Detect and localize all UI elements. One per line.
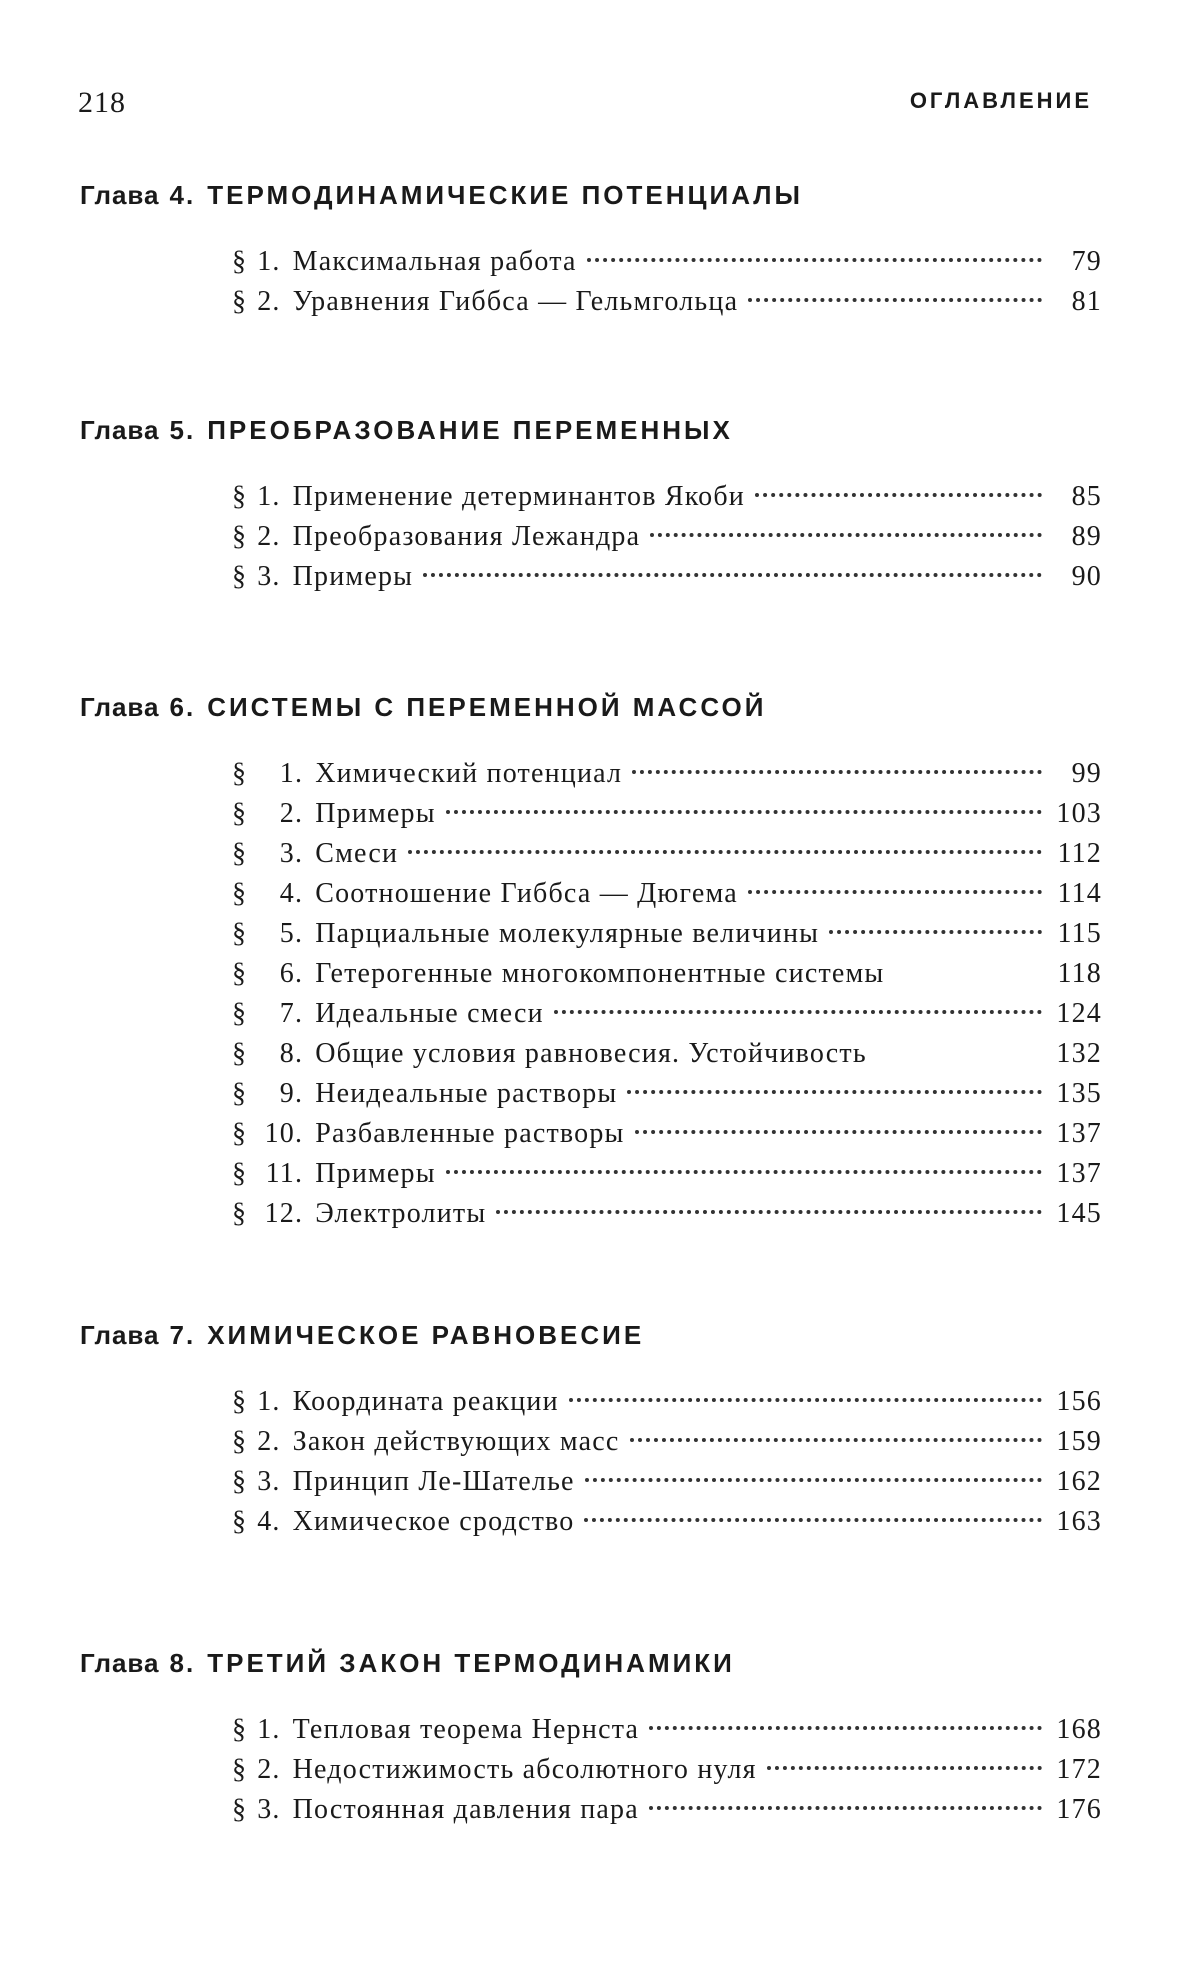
page-reference: 115: [1057, 918, 1102, 949]
dot-leader: [767, 1766, 1042, 1770]
section-list: [232, 1714, 1102, 1834]
section-title: Неидеальные растворы: [315, 1078, 618, 1109]
section-sign: §: [232, 1794, 248, 1825]
section-sign: §: [232, 1158, 248, 1189]
chapter-name: ПРЕОБРАЗОВАНИЕ ПЕРЕМЕННЫХ: [207, 415, 733, 445]
section-number: 1.: [279, 758, 304, 789]
section-title: Уравнения Гиббса — Гельмгольца: [292, 286, 739, 317]
dot-leader: [650, 533, 1042, 537]
section-sign: §: [232, 481, 248, 512]
section-title: Недостижимость абсолютного нуля: [292, 1754, 757, 1785]
page-reference: 176: [1056, 1794, 1102, 1825]
page-reference: 145: [1056, 1198, 1102, 1229]
section-title: Примеры: [292, 561, 414, 592]
section-list: [232, 246, 1102, 326]
toc-entry[interactable]: [232, 521, 1102, 561]
page-reference: 114: [1057, 878, 1102, 909]
section-title: Гетерогенные многокомпонентные системы: [315, 958, 885, 989]
toc-entry[interactable]: [232, 1158, 1102, 1198]
toc-entry[interactable]: [232, 481, 1102, 521]
chapter-word: Глава: [80, 180, 160, 210]
section-title: Максимальная работа: [292, 246, 577, 277]
section-title: Химический потенциал: [315, 758, 623, 789]
section-title: Разбавленные растворы: [315, 1118, 625, 1149]
page-reference: 168: [1056, 1714, 1102, 1745]
section-list: [232, 481, 1102, 601]
section-number: 10.: [264, 1118, 304, 1149]
section-number: 3.: [279, 838, 304, 869]
chapter-number: 6.: [169, 692, 196, 722]
toc-entry[interactable]: [232, 1118, 1102, 1158]
dot-leader: [755, 493, 1042, 497]
section-sign: §: [232, 918, 248, 949]
dot-leader: [829, 930, 1042, 934]
dot-leader: [569, 1398, 1042, 1402]
chapter-name: ХИМИЧЕСКОЕ РАВНОВЕСИЕ: [207, 1320, 645, 1350]
page-reference: 99: [1071, 758, 1102, 789]
section-sign: §: [232, 958, 248, 989]
section-number: 3.: [257, 561, 281, 592]
toc-entry[interactable]: [232, 878, 1102, 918]
dot-leader: [627, 1090, 1042, 1094]
chapter-number: 7.: [169, 1320, 196, 1350]
section-title: Парциальные молекулярные величины: [315, 918, 820, 949]
toc-entry[interactable]: [232, 1714, 1102, 1754]
section-title: Соотношение Гиббса — Дюгема: [315, 878, 738, 909]
chapter-word: Глава: [80, 1648, 160, 1678]
chapter-number: 4.: [169, 180, 196, 210]
chapter-word: Глава: [80, 415, 160, 445]
dot-leader: [423, 573, 1042, 577]
toc-entry[interactable]: [232, 958, 1102, 998]
page-reference: 137: [1056, 1158, 1102, 1189]
section-title: Примеры: [315, 1158, 436, 1189]
dot-leader: [446, 1170, 1042, 1174]
section-number: 2.: [257, 286, 281, 317]
dot-leader: [635, 1130, 1042, 1134]
section-number: 3.: [257, 1794, 281, 1825]
toc-entry[interactable]: [232, 838, 1102, 878]
section-number: 5.: [279, 918, 304, 949]
section-number: 4.: [257, 1506, 281, 1537]
page-reference: 135: [1056, 1078, 1102, 1109]
chapter-title: [80, 415, 733, 446]
page-reference: 163: [1056, 1506, 1102, 1537]
toc-entry[interactable]: [232, 561, 1102, 601]
section-sign: §: [232, 561, 248, 592]
dot-leader: [584, 1518, 1042, 1522]
dot-leader: [630, 1438, 1043, 1442]
toc-entry[interactable]: [232, 286, 1102, 326]
section-sign: §: [232, 246, 248, 277]
toc-entry[interactable]: [232, 1198, 1102, 1238]
section-number: 2.: [257, 1754, 281, 1785]
dot-leader: [496, 1210, 1042, 1214]
section-title: Преобразования Лежандра: [292, 521, 641, 552]
page-reference: 124: [1056, 998, 1102, 1029]
section-sign: §: [232, 998, 248, 1029]
page-reference: 90: [1071, 561, 1102, 592]
section-title: Примеры: [315, 798, 436, 829]
section-number: 6.: [279, 958, 304, 989]
section-sign: §: [232, 1038, 248, 1069]
section-number: 1.: [257, 246, 281, 277]
section-number: 11.: [265, 1158, 304, 1189]
section-number: 1.: [257, 1714, 281, 1745]
section-sign: §: [232, 1118, 248, 1149]
section-sign: §: [232, 798, 248, 829]
page-reference: 137: [1056, 1118, 1102, 1149]
section-sign: §: [232, 521, 248, 552]
dot-leader: [554, 1010, 1042, 1014]
toc-entry[interactable]: [232, 1506, 1102, 1546]
toc-entry[interactable]: [232, 1794, 1102, 1834]
dot-leader: [632, 770, 1042, 774]
section-list: [232, 1386, 1102, 1546]
section-sign: §: [232, 1078, 248, 1109]
chapter-title: [80, 180, 803, 211]
page-reference: 79: [1071, 246, 1102, 277]
page-reference: 85: [1071, 481, 1102, 512]
section-title: Общие условия равновесия. Устойчивость: [315, 1038, 867, 1069]
dot-leader: [649, 1806, 1042, 1810]
dot-leader: [446, 810, 1042, 814]
toc-entry[interactable]: [232, 1386, 1102, 1426]
section-sign: §: [232, 1198, 248, 1229]
section-sign: §: [232, 1466, 248, 1497]
section-title: Химическое сродство: [292, 1506, 575, 1537]
page-reference: 172: [1056, 1754, 1102, 1785]
toc-entry[interactable]: [232, 918, 1102, 958]
toc-entry[interactable]: [232, 798, 1102, 838]
chapter-word: Глава: [80, 692, 160, 722]
section-number: 7.: [279, 998, 304, 1029]
dot-leader: [585, 1478, 1042, 1482]
section-sign: §: [232, 838, 248, 869]
section-number: 4.: [279, 878, 304, 909]
section-title: Постоянная давления пара: [292, 1794, 639, 1825]
chapter-number: 8.: [169, 1648, 196, 1678]
section-number: 9.: [279, 1078, 304, 1109]
page-reference: 103: [1056, 798, 1102, 829]
section-sign: §: [232, 758, 248, 789]
page-reference: 162: [1056, 1466, 1102, 1497]
section-number: 3.: [257, 1466, 281, 1497]
page-reference: 132: [1056, 1038, 1102, 1069]
chapter-title: [80, 1648, 735, 1679]
section-sign: §: [232, 1426, 248, 1457]
toc-entry[interactable]: [232, 1078, 1102, 1118]
section-number: 2.: [257, 521, 281, 552]
page-reference: 89: [1071, 521, 1102, 552]
chapter-name: ТРЕТИЙ ЗАКОН ТЕРМОДИНАМИКИ: [207, 1648, 735, 1678]
section-number: 2.: [279, 798, 304, 829]
page-reference: 156: [1056, 1386, 1102, 1417]
toc-entry[interactable]: [232, 1038, 1102, 1078]
toc-entry[interactable]: [232, 1426, 1102, 1466]
page-reference: 81: [1071, 286, 1102, 317]
toc-entry[interactable]: [232, 1466, 1102, 1506]
section-title: Идеальные смеси: [315, 998, 544, 1029]
chapter-number: 5.: [169, 415, 196, 445]
section-sign: §: [232, 1386, 248, 1417]
section-title: Электролиты: [315, 1198, 487, 1229]
section-list: [232, 758, 1102, 1238]
toc-entry[interactable]: [232, 246, 1102, 286]
dot-leader: [748, 298, 1042, 302]
chapter-name: ТЕРМОДИНАМИЧЕСКИЕ ПОТЕНЦИАЛЫ: [207, 180, 803, 210]
section-number: 8.: [279, 1038, 304, 1069]
chapter-title: [80, 1320, 644, 1351]
section-number: 1.: [257, 481, 281, 512]
toc-entry[interactable]: [232, 1754, 1102, 1794]
section-number: 1.: [257, 1386, 281, 1417]
dot-leader: [748, 890, 1042, 894]
dot-leader: [649, 1726, 1042, 1730]
section-number: 12.: [264, 1198, 304, 1229]
chapter-name: СИСТЕМЫ С ПЕРЕМЕННОЙ МАССОЙ: [207, 692, 767, 722]
dot-leader: [587, 258, 1042, 262]
running-head: ОГЛАВЛЕНИЕ: [909, 88, 1092, 113]
section-sign: §: [232, 1754, 248, 1785]
chapter-title: [80, 692, 766, 723]
section-title: Принцип Ле-Шателье: [292, 1466, 575, 1497]
toc-entry[interactable]: [232, 998, 1102, 1038]
page-reference: 112: [1057, 838, 1102, 869]
section-sign: §: [232, 1506, 248, 1537]
section-title: Тепловая теорема Нернста: [292, 1714, 640, 1745]
page-reference: 159: [1056, 1426, 1102, 1457]
section-sign: §: [232, 286, 248, 317]
page-reference: 118: [1057, 958, 1102, 989]
section-title: Координата реакции: [292, 1386, 559, 1417]
section-title: Применение детерминантов Якоби: [292, 481, 745, 512]
toc-entry[interactable]: [232, 758, 1102, 798]
section-sign: §: [232, 878, 248, 909]
section-sign: §: [232, 1714, 248, 1745]
page-number: 218: [78, 86, 126, 119]
section-title: Смеси: [315, 838, 399, 869]
section-number: 2.: [257, 1426, 281, 1457]
chapter-word: Глава: [80, 1320, 160, 1350]
dot-leader: [408, 850, 1042, 854]
section-title: Закон действующих масс: [292, 1426, 620, 1457]
